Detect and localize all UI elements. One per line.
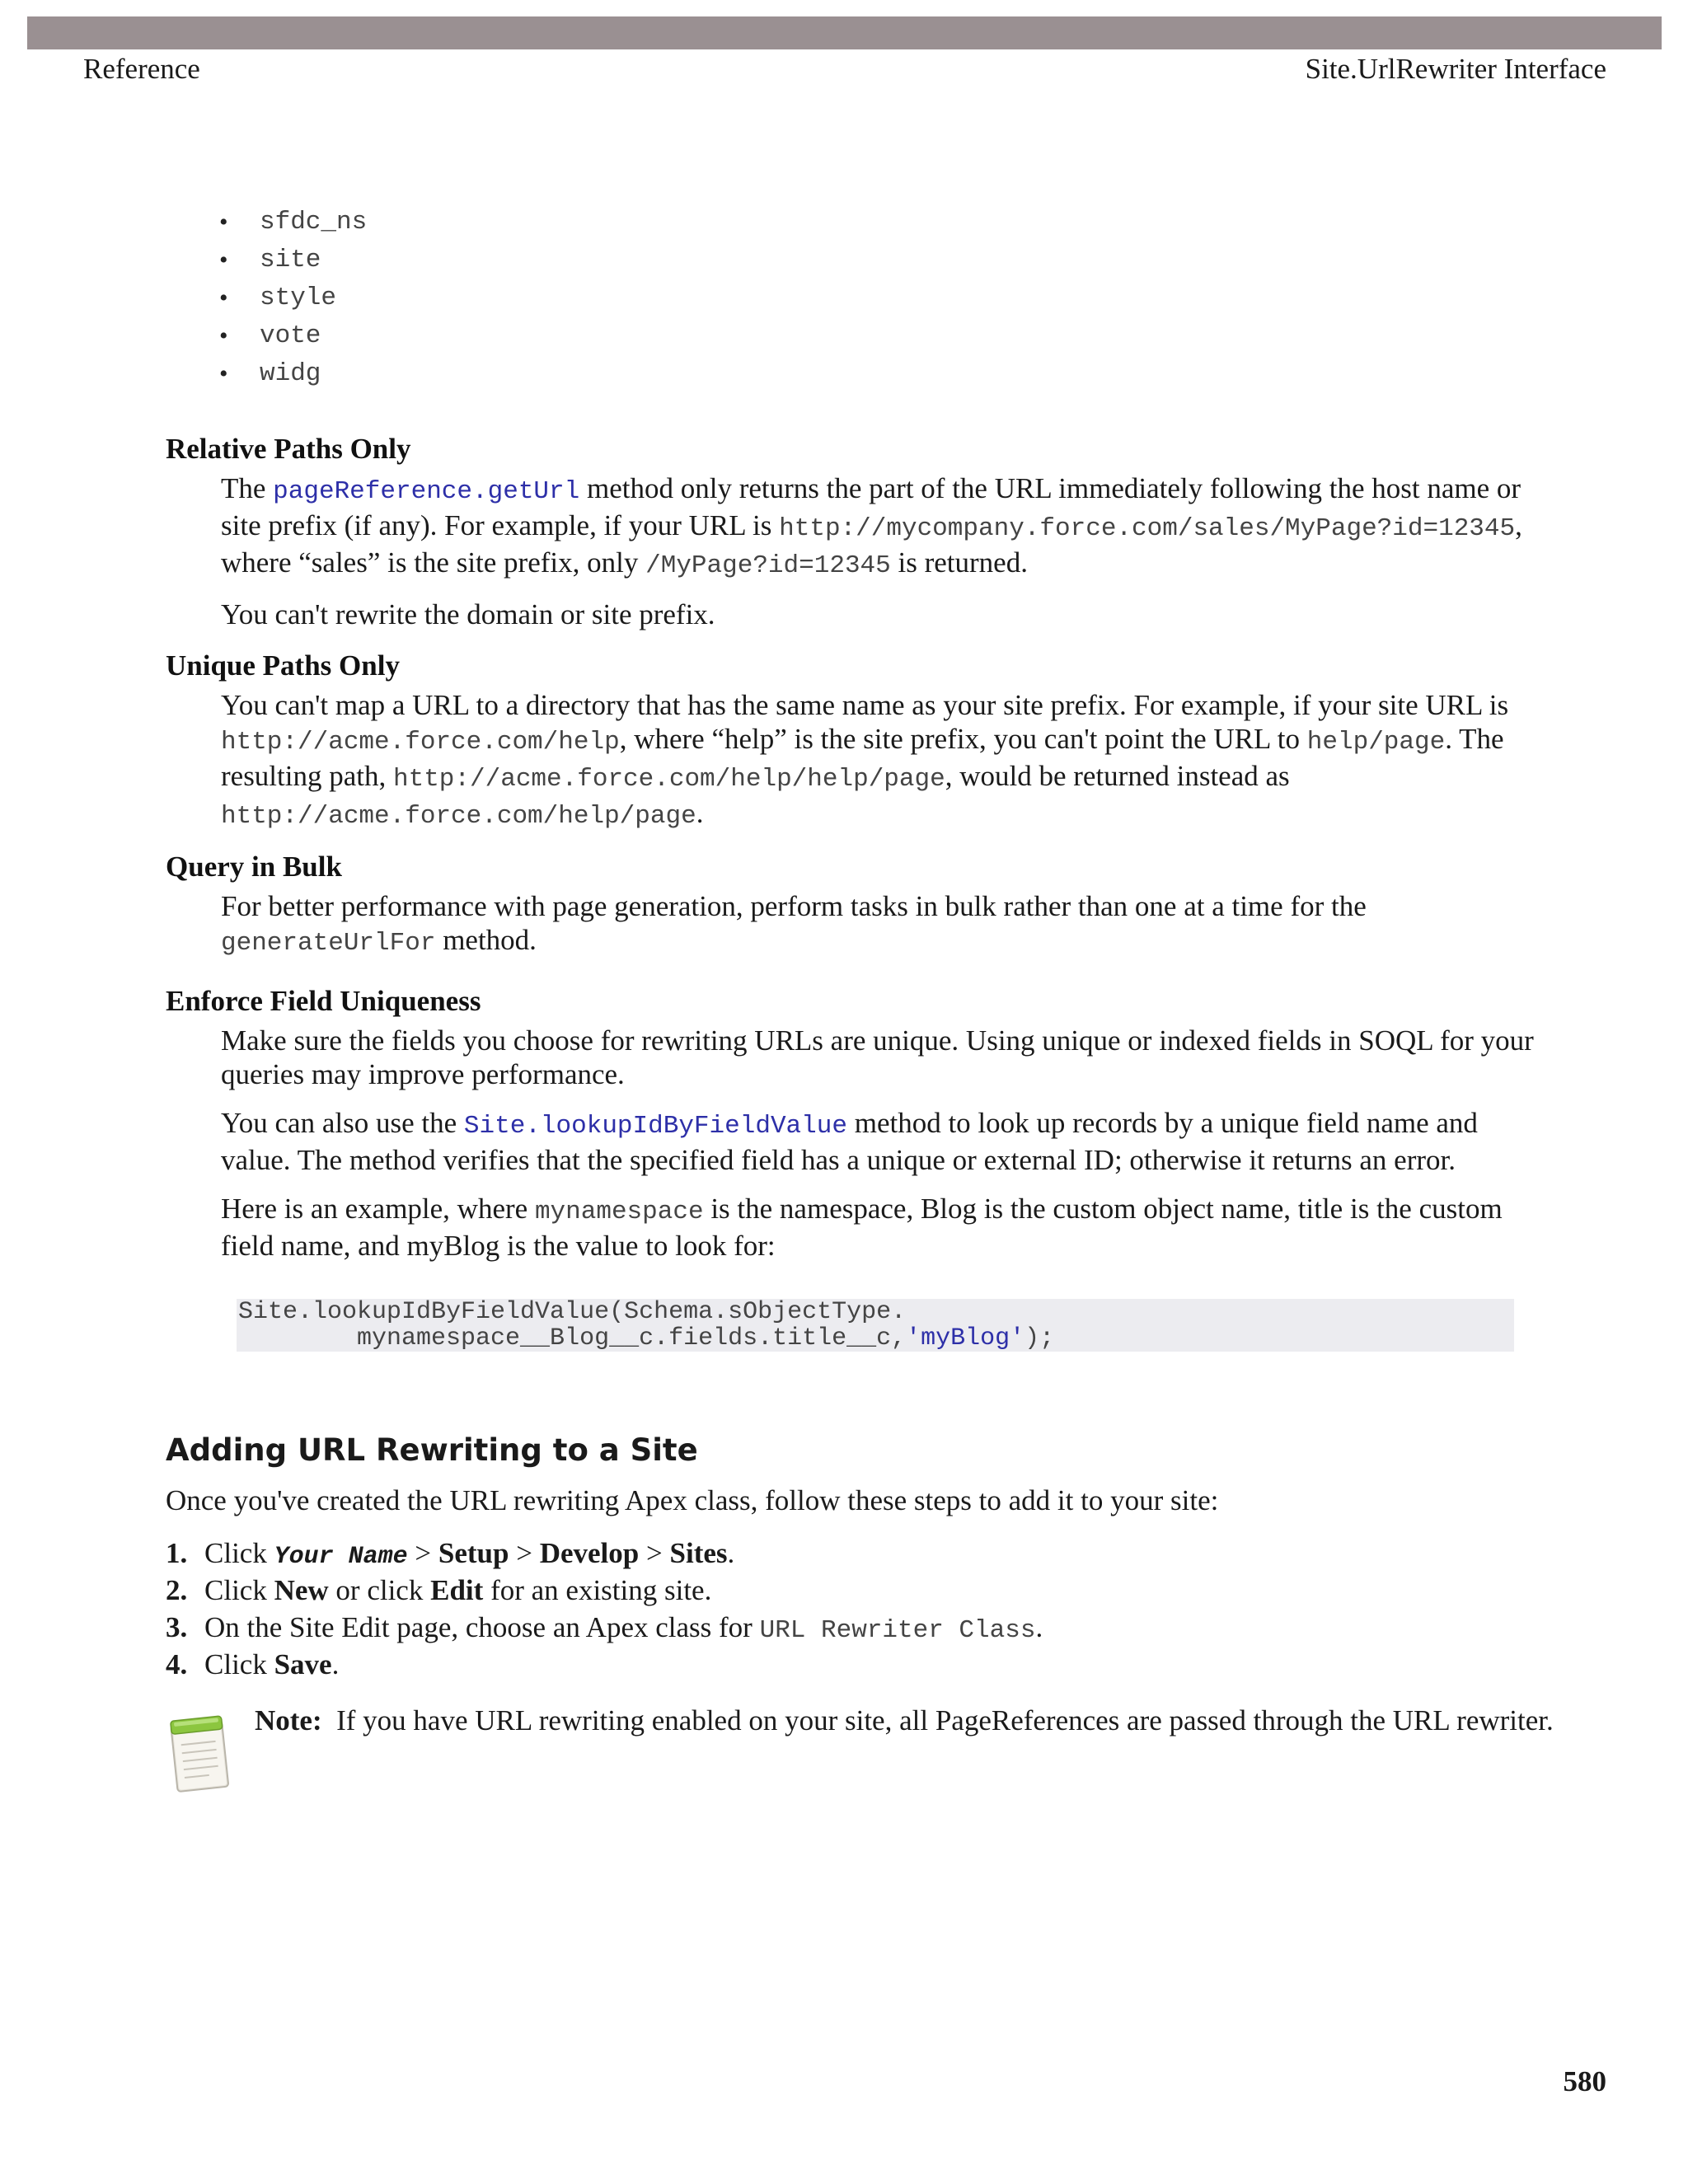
list-item: • site (219, 241, 367, 279)
bullet-icon: • (219, 209, 228, 236)
paragraph: Make sure the fields you choose for rewriting URLs are unique. Using unique or indexed fields in SOQL for your queries may improve performance. (221, 1024, 1534, 1090)
paragraph: You can't rewrite the domain or site prefix. (221, 598, 715, 630)
bullet-icon: • (219, 360, 228, 387)
code-example (237, 1299, 1514, 1352)
bullet-icon: • (219, 246, 228, 274)
paragraph: You can't map a URL to a directory that has the same name as your site prefix. For example, if your site URL is http://acme.force.com/help, where “help” is the site prefix, you can't point the URL to help/page. The resulting path, http://acme.force.com/help/help/page, would be returned instead as http://acme.force.com/help/page. (221, 689, 1509, 831)
definition-relative-paths (221, 471, 1534, 631)
note-label: Note: (255, 1704, 322, 1736)
term-query-bulk: Query in Bulk (166, 851, 342, 883)
section-heading: Adding URL Rewriting to a Site (166, 1432, 698, 1468)
enforce-uniqueness-section (166, 983, 1534, 1277)
relative-paths-section (166, 431, 1534, 646)
paragraph: Here is an example, where mynamespace is the namespace, Blog is the custom object name, title is the custom field name, and myBlog is the value to look for: (221, 1193, 1503, 1262)
bullet-icon: • (219, 284, 228, 312)
term-unique-paths: Unique Paths Only (166, 649, 400, 682)
definition-unique-paths (221, 688, 1534, 833)
list-item: 1. Click Your Name > Setup > Develop > Sites. (166, 1537, 735, 1571)
reserved-names-list (219, 204, 367, 393)
list-item: • sfdc_ns (219, 204, 367, 241)
running-header-left: Reference (83, 53, 200, 85)
paragraph: You can also use the Site.lookupIdByFieldValue method to look up records by a unique field name and value. The method verifies that the specified field has a unique or external ID; otherwise it returns an error. (221, 1107, 1478, 1176)
query-bulk-section (166, 849, 1534, 975)
unique-paths-section (166, 648, 1534, 848)
bullet-icon: • (219, 322, 228, 349)
list-item: • style (219, 279, 367, 317)
note-text: Note: If you have URL rewriting enabled on your site, all PageReferences are passed through the URL rewriter. (255, 1704, 1554, 1736)
list-item: 3. On the Site Edit page, choose an Apex class for URL Rewriter Class. (166, 1611, 1043, 1645)
list-item: 4. Click Save. (166, 1648, 340, 1680)
top-bar (27, 16, 1662, 49)
code-text: Site.lookupIdByFieldValue(Schema.sObjectType. mynamespace__Blog__c.fields.title__c,'myBlog'); (238, 1298, 1055, 1352)
list-item: • widg (219, 355, 367, 393)
list-item: 2. Click New or click Edit for an existing site. (166, 1574, 712, 1606)
running-header-right: Site.UrlRewriter Interface (1305, 53, 1606, 85)
definition-enforce-uniqueness (221, 1024, 1534, 1263)
paragraph: The pageReference.getUrl method only returns the part of the URL immediately following the host name or site prefix (if any). For example, if your URL is http://mycompany.force.com/sales/MyPage?id=12345, where “sales” is the site prefix, only /MyPage?id=12345 is returned. (221, 472, 1522, 580)
page-number: 580 (1563, 2065, 1606, 2097)
intro-paragraph: Once you've created the URL rewriting Apex class, follow these steps to add it to your site: (166, 1484, 1219, 1516)
pagereference-geturl-link[interactable]: pageReference.getUrl (273, 477, 580, 506)
definition-query-bulk (221, 889, 1534, 960)
list-item: • vote (219, 317, 367, 355)
lookupidbyfieldvalue-link[interactable]: Site.lookupIdByFieldValue (463, 1112, 847, 1141)
note-pad-icon (166, 1708, 233, 1799)
term-relative-paths: Relative Paths Only (166, 433, 411, 465)
paragraph: For better performance with page generation, perform tasks in bulk rather than one at a time for the generateUrlFor method. (221, 890, 1367, 958)
steps-list (166, 1535, 1043, 1683)
term-enforce-uniqueness: Enforce Field Uniqueness (166, 985, 481, 1017)
